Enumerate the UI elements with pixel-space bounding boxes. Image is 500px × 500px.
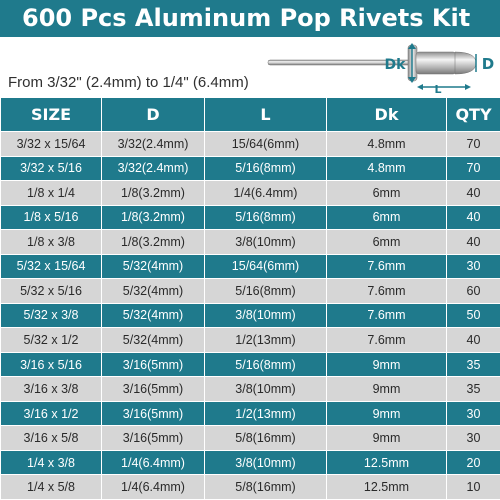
cell-qty: 70	[447, 132, 500, 157]
cell-dk: 6mm	[327, 230, 447, 255]
cell-dk: 9mm	[327, 352, 447, 377]
cell-l: 1/2(13mm)	[205, 328, 327, 353]
dk-label: Dk	[384, 57, 406, 73]
cell-qty: 40	[447, 181, 500, 206]
cell-l: 5/16(8mm)	[205, 279, 327, 304]
rivet-body	[416, 52, 456, 74]
d-label: D	[481, 55, 495, 73]
table-row	[1, 279, 500, 304]
cell-d: 3/16(5mm)	[102, 377, 205, 402]
cell-l: 3/8(10mm)	[205, 303, 327, 328]
cell-dk: 9mm	[327, 401, 447, 426]
cell-qty: 70	[447, 156, 500, 181]
cell-size: 5/32 x 3/8	[1, 303, 102, 328]
cell-d: 1/8(3.2mm)	[102, 181, 205, 206]
table-row	[1, 328, 500, 353]
cell-l: 15/64(6mm)	[205, 132, 327, 157]
cell-size: 3/16 x 3/8	[1, 377, 102, 402]
header-size: SIZE	[1, 98, 102, 132]
cell-d: 5/32(4mm)	[102, 303, 205, 328]
table-row	[1, 426, 500, 451]
cell-l: 5/16(8mm)	[205, 156, 327, 181]
cell-dk: 9mm	[327, 377, 447, 402]
cell-size: 5/32 x 1/2	[1, 328, 102, 353]
cell-size: 5/32 x 15/64	[1, 254, 102, 279]
cell-dk: 12.5mm	[327, 475, 447, 500]
cell-qty: 30	[447, 254, 500, 279]
cell-dk: 7.6mm	[327, 303, 447, 328]
cell-l: 5/16(8mm)	[205, 205, 327, 230]
cell-size: 3/32 x 5/16	[1, 156, 102, 181]
cell-d: 3/32(2.4mm)	[102, 156, 205, 181]
cell-d: 5/32(4mm)	[102, 328, 205, 353]
rivet-tail	[455, 52, 476, 74]
cell-d: 3/32(2.4mm)	[102, 132, 205, 157]
table-row	[1, 254, 500, 279]
cell-d: 3/16(5mm)	[102, 401, 205, 426]
cell-size: 1/8 x 5/16	[1, 205, 102, 230]
cell-d: 1/8(3.2mm)	[102, 230, 205, 255]
cell-l: 1/4(6.4mm)	[205, 181, 327, 206]
cell-dk: 7.6mm	[327, 254, 447, 279]
cell-size: 1/8 x 3/8	[1, 230, 102, 255]
cell-size: 1/4 x 5/8	[1, 475, 102, 500]
table-row	[1, 450, 500, 475]
size-range-subtitle: From 3/32" (2.4mm) to 1/4" (6.4mm)	[8, 74, 249, 91]
cell-d: 1/4(6.4mm)	[102, 475, 205, 500]
cell-l: 3/8(10mm)	[205, 450, 327, 475]
table-row	[1, 230, 500, 255]
cell-dk: 6mm	[327, 181, 447, 206]
cell-dk: 7.6mm	[327, 279, 447, 304]
cell-l: 1/2(13mm)	[205, 401, 327, 426]
table-header-row	[1, 98, 500, 132]
table-row	[1, 205, 500, 230]
header-l: L	[205, 98, 327, 132]
l-label: L	[434, 83, 442, 93]
cell-dk: 6mm	[327, 205, 447, 230]
cell-d: 1/4(6.4mm)	[102, 450, 205, 475]
table-row	[1, 132, 500, 157]
cell-dk: 9mm	[327, 426, 447, 451]
cell-l: 15/64(6mm)	[205, 254, 327, 279]
cell-size: 5/32 x 5/16	[1, 279, 102, 304]
cell-qty: 30	[447, 426, 500, 451]
cell-l: 5/8(16mm)	[205, 475, 327, 500]
cell-d: 5/32(4mm)	[102, 254, 205, 279]
cell-qty: 30	[447, 401, 500, 426]
table-row	[1, 303, 500, 328]
cell-l: 5/8(16mm)	[205, 426, 327, 451]
cell-dk: 4.8mm	[327, 156, 447, 181]
cell-size: 3/16 x 5/16	[1, 352, 102, 377]
cell-size: 3/32 x 15/64	[1, 132, 102, 157]
cell-d: 3/16(5mm)	[102, 352, 205, 377]
table-row	[1, 377, 500, 402]
cell-qty: 40	[447, 328, 500, 353]
cell-qty: 40	[447, 205, 500, 230]
cell-l: 3/8(10mm)	[205, 377, 327, 402]
header-d: D	[102, 98, 205, 132]
cell-qty: 20	[447, 450, 500, 475]
rivet-diagram	[262, 37, 500, 93]
table-row	[1, 181, 500, 206]
table-row	[1, 352, 500, 377]
cell-qty: 40	[447, 230, 500, 255]
table-row	[1, 401, 500, 426]
cell-dk: 4.8mm	[327, 132, 447, 157]
cell-qty: 35	[447, 377, 500, 402]
table-row	[1, 156, 500, 181]
cell-qty: 35	[447, 352, 500, 377]
table-body	[1, 132, 500, 500]
cell-dk: 7.6mm	[327, 328, 447, 353]
cell-dk: 12.5mm	[327, 450, 447, 475]
header-qty: QTY	[447, 98, 500, 132]
header-dk: Dk	[327, 98, 447, 132]
cell-qty: 10	[447, 475, 500, 500]
title-banner: 600 Pcs Aluminum Pop Rivets Kit	[0, 0, 500, 37]
cell-d: 5/32(4mm)	[102, 279, 205, 304]
cell-qty: 60	[447, 279, 500, 304]
cell-l: 3/8(10mm)	[205, 230, 327, 255]
cell-d: 3/16(5mm)	[102, 426, 205, 451]
cell-d: 1/8(3.2mm)	[102, 205, 205, 230]
cell-size: 3/16 x 5/8	[1, 426, 102, 451]
cell-size: 1/4 x 3/8	[1, 450, 102, 475]
rivet-spec-table	[0, 97, 500, 500]
cell-l: 5/16(8mm)	[205, 352, 327, 377]
table-row	[1, 475, 500, 500]
cell-qty: 50	[447, 303, 500, 328]
cell-size: 3/16 x 1/2	[1, 401, 102, 426]
cell-size: 1/8 x 1/4	[1, 181, 102, 206]
